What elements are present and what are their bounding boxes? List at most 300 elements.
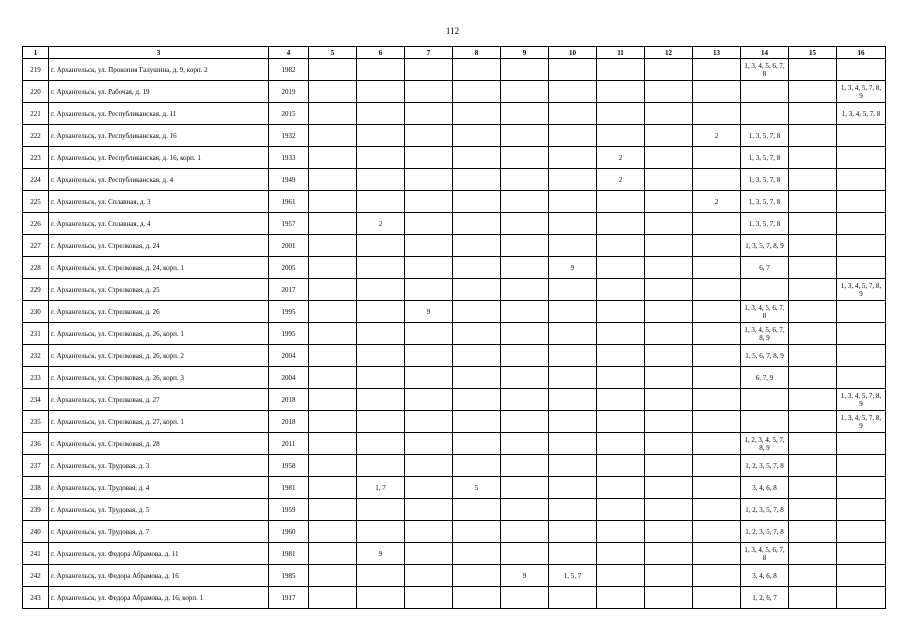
value-cell <box>453 521 501 543</box>
address-cell: г. Архангельск, ул. Федора Абрамова, д. 11 <box>49 543 269 565</box>
address-cell: г. Архангельск, ул. Стрелковая, д. 26, корп. 2 <box>49 345 269 367</box>
year-cell: 2018 <box>269 411 309 433</box>
row-number-cell: 236 <box>23 433 49 455</box>
value-cell <box>645 169 693 191</box>
value-cell <box>597 455 645 477</box>
value-cell <box>357 279 405 301</box>
value-cell <box>405 125 453 147</box>
value-cell <box>645 323 693 345</box>
value-cell <box>645 565 693 587</box>
value-cell <box>789 345 837 367</box>
value-cell <box>453 543 501 565</box>
value-cell <box>837 433 886 455</box>
value-cell <box>405 103 453 125</box>
value-cell <box>645 411 693 433</box>
value-cell <box>357 235 405 257</box>
value-cell <box>693 235 741 257</box>
value-cell <box>405 323 453 345</box>
table-row <box>23 367 886 389</box>
value-cell <box>837 235 886 257</box>
page-number: 112 <box>445 26 460 36</box>
address-cell: г. Архангельск, ул. Прокопия Галушина, д. 9, корп. 2 <box>49 59 269 81</box>
value-cell <box>597 213 645 235</box>
address-cell: г. Архангельск, ул. Стрелковая, д. 28 <box>49 433 269 455</box>
value-cell <box>789 147 837 169</box>
value-cell <box>837 147 886 169</box>
year-cell: 1917 <box>269 587 309 609</box>
address-cell: г. Архангельск, ул. Трудовая, д. 4 <box>49 477 269 499</box>
value-cell: 2 <box>357 213 405 235</box>
value-cell: 1, 5, 7 <box>549 565 597 587</box>
value-cell <box>837 521 886 543</box>
value-cell <box>501 455 549 477</box>
value-cell: 2 <box>693 191 741 213</box>
value-cell <box>549 389 597 411</box>
year-cell: 1958 <box>269 455 309 477</box>
value-cell: 1, 3, 4, 5, 7, 8, 9 <box>837 279 886 301</box>
value-cell <box>549 499 597 521</box>
value-cell <box>357 301 405 323</box>
value-cell <box>789 169 837 191</box>
address-cell: г. Архангельск, ул. Стрелковая, д. 25 <box>49 279 269 301</box>
table-row <box>23 499 886 521</box>
value-cell <box>405 455 453 477</box>
value-cell <box>501 125 549 147</box>
value-cell: 9 <box>549 257 597 279</box>
value-cell <box>357 59 405 81</box>
year-cell: 1932 <box>269 125 309 147</box>
value-cell <box>405 367 453 389</box>
value-cell <box>597 257 645 279</box>
value-cell <box>645 279 693 301</box>
value-cell <box>501 411 549 433</box>
address-cell: г. Архангельск, ул. Стрелковая, д. 26, корп. 1 <box>49 323 269 345</box>
value-cell <box>645 257 693 279</box>
row-number-cell: 242 <box>23 565 49 587</box>
value-cell <box>789 125 837 147</box>
value-cell <box>549 411 597 433</box>
housing-registry-table <box>22 46 886 609</box>
value-cell <box>693 169 741 191</box>
value-cell <box>837 191 886 213</box>
value-cell <box>549 213 597 235</box>
value-cell <box>789 81 837 103</box>
value-cell <box>357 433 405 455</box>
value-cell <box>645 235 693 257</box>
value-cell <box>357 81 405 103</box>
value-cell <box>405 59 453 81</box>
value-cell <box>549 477 597 499</box>
value-cell <box>309 81 357 103</box>
table-row <box>23 565 886 587</box>
value-cell <box>597 81 645 103</box>
value-cell: 1, 2, 3, 5, 7, 8 <box>741 499 789 521</box>
address-cell: г. Архангельск, ул. Республиканская, д. 16 <box>49 125 269 147</box>
year-cell: 1933 <box>269 147 309 169</box>
column-header: 4 <box>269 47 309 59</box>
value-cell <box>645 59 693 81</box>
value-cell <box>501 543 549 565</box>
year-cell: 2004 <box>269 345 309 367</box>
table-row <box>23 411 886 433</box>
column-header: 7 <box>405 47 453 59</box>
value-cell <box>645 433 693 455</box>
value-cell <box>309 565 357 587</box>
table-row <box>23 147 886 169</box>
value-cell <box>405 279 453 301</box>
value-cell <box>549 125 597 147</box>
value-cell <box>837 59 886 81</box>
value-cell: 1, 3, 5, 7, 8 <box>741 147 789 169</box>
value-cell <box>309 103 357 125</box>
value-cell <box>741 103 789 125</box>
value-cell <box>645 345 693 367</box>
table-header-row <box>23 47 886 59</box>
value-cell: 1, 7 <box>357 477 405 499</box>
address-cell: г. Архангельск, ул. Республиканская, д. 4 <box>49 169 269 191</box>
table-body <box>23 59 886 609</box>
value-cell <box>549 367 597 389</box>
row-number-cell: 234 <box>23 389 49 411</box>
value-cell <box>645 191 693 213</box>
address-cell: г. Архангельск, ул. Стрелковая, д. 27 <box>49 389 269 411</box>
address-cell: г. Архангельск, ул. Трудовая, д. 7 <box>49 521 269 543</box>
value-cell <box>549 587 597 609</box>
value-cell <box>597 499 645 521</box>
row-number-cell: 230 <box>23 301 49 323</box>
value-cell <box>789 389 837 411</box>
value-cell <box>549 455 597 477</box>
value-cell <box>789 191 837 213</box>
value-cell <box>549 59 597 81</box>
row-number-cell: 219 <box>23 59 49 81</box>
value-cell: 2 <box>597 169 645 191</box>
value-cell <box>357 257 405 279</box>
column-header: 9 <box>501 47 549 59</box>
value-cell: 1, 3, 4, 5, 6, 7, 8, 9 <box>741 323 789 345</box>
value-cell <box>309 279 357 301</box>
value-cell <box>597 565 645 587</box>
table-row <box>23 59 886 81</box>
value-cell <box>309 169 357 191</box>
value-cell <box>549 433 597 455</box>
value-cell: 1, 3, 5, 7, 8 <box>741 191 789 213</box>
value-cell <box>645 587 693 609</box>
value-cell <box>789 279 837 301</box>
value-cell <box>789 543 837 565</box>
value-cell <box>405 521 453 543</box>
value-cell: 1, 3, 4, 5, 6, 7, 8 <box>741 301 789 323</box>
value-cell <box>837 565 886 587</box>
value-cell <box>549 81 597 103</box>
value-cell: 1, 3, 4, 5, 7, 8, 9 <box>837 81 886 103</box>
value-cell: 1, 3, 4, 5, 6, 7, 8 <box>741 59 789 81</box>
row-number-cell: 237 <box>23 455 49 477</box>
row-number-cell: 227 <box>23 235 49 257</box>
table-row <box>23 235 886 257</box>
value-cell: 6, 7 <box>741 257 789 279</box>
column-header: 8 <box>453 47 501 59</box>
value-cell <box>405 565 453 587</box>
value-cell <box>501 433 549 455</box>
year-cell: 2018 <box>269 389 309 411</box>
row-number-cell: 221 <box>23 103 49 125</box>
table-row <box>23 433 886 455</box>
value-cell <box>357 169 405 191</box>
value-cell <box>549 147 597 169</box>
address-cell: г. Архангельск, ул. Сплавная, д. 4 <box>49 213 269 235</box>
table-row <box>23 279 886 301</box>
value-cell <box>597 235 645 257</box>
value-cell: 1, 3, 5, 7, 8 <box>741 169 789 191</box>
value-cell <box>645 477 693 499</box>
column-header: 15 <box>789 47 837 59</box>
value-cell <box>309 543 357 565</box>
row-number-cell: 240 <box>23 521 49 543</box>
value-cell <box>693 345 741 367</box>
address-cell: г. Архангельск, ул. Стрелковая, д. 26, корп. 3 <box>49 367 269 389</box>
value-cell <box>597 59 645 81</box>
row-number-cell: 226 <box>23 213 49 235</box>
address-cell: г. Архангельск, ул. Сплавная, д. 3 <box>49 191 269 213</box>
value-cell <box>453 455 501 477</box>
value-cell <box>693 213 741 235</box>
value-cell <box>789 477 837 499</box>
row-number-cell: 224 <box>23 169 49 191</box>
value-cell <box>789 213 837 235</box>
value-cell <box>789 323 837 345</box>
value-cell <box>837 345 886 367</box>
value-cell <box>693 301 741 323</box>
row-number-cell: 235 <box>23 411 49 433</box>
value-cell <box>453 433 501 455</box>
column-header: 6 <box>357 47 405 59</box>
value-cell <box>309 499 357 521</box>
value-cell <box>741 411 789 433</box>
value-cell <box>405 477 453 499</box>
value-cell <box>645 499 693 521</box>
value-cell <box>453 565 501 587</box>
value-cell <box>597 367 645 389</box>
value-cell <box>501 169 549 191</box>
value-cell <box>837 257 886 279</box>
value-cell <box>405 235 453 257</box>
value-cell <box>789 499 837 521</box>
value-cell <box>501 587 549 609</box>
year-cell: 1949 <box>269 169 309 191</box>
year-cell: 1982 <box>269 59 309 81</box>
value-cell <box>645 147 693 169</box>
value-cell <box>501 235 549 257</box>
table-row <box>23 587 886 609</box>
table-row <box>23 103 886 125</box>
value-cell <box>357 103 405 125</box>
value-cell <box>693 411 741 433</box>
year-cell: 1995 <box>269 301 309 323</box>
row-number-cell: 231 <box>23 323 49 345</box>
value-cell <box>453 323 501 345</box>
value-cell <box>309 587 357 609</box>
value-cell <box>357 587 405 609</box>
year-cell: 1959 <box>269 499 309 521</box>
value-cell <box>405 213 453 235</box>
value-cell <box>453 345 501 367</box>
value-cell <box>405 587 453 609</box>
table-row <box>23 257 886 279</box>
year-cell: 2017 <box>269 279 309 301</box>
value-cell <box>693 477 741 499</box>
row-number-cell: 223 <box>23 147 49 169</box>
year-cell: 1961 <box>269 191 309 213</box>
value-cell <box>693 543 741 565</box>
value-cell <box>645 367 693 389</box>
value-cell <box>309 191 357 213</box>
value-cell: 2 <box>693 125 741 147</box>
value-cell: 1, 2, 3, 4, 5, 7, 8, 9 <box>741 433 789 455</box>
value-cell <box>549 191 597 213</box>
value-cell <box>453 389 501 411</box>
value-cell <box>645 103 693 125</box>
value-cell <box>309 345 357 367</box>
value-cell <box>597 191 645 213</box>
table-row <box>23 345 886 367</box>
value-cell <box>645 543 693 565</box>
value-cell <box>453 59 501 81</box>
value-cell <box>837 455 886 477</box>
row-number-cell: 233 <box>23 367 49 389</box>
value-cell <box>837 587 886 609</box>
value-cell <box>309 367 357 389</box>
value-cell <box>597 389 645 411</box>
value-cell <box>309 301 357 323</box>
value-cell <box>501 59 549 81</box>
value-cell <box>405 389 453 411</box>
row-number-cell: 222 <box>23 125 49 147</box>
address-cell: г. Архангельск, ул. Республиканская, д. 16, корп. 1 <box>49 147 269 169</box>
value-cell <box>357 389 405 411</box>
address-cell: г. Архангельск, ул. Федора Абрамова, д. 16, корп. 1 <box>49 587 269 609</box>
table-row <box>23 323 886 345</box>
value-cell: 9 <box>405 301 453 323</box>
value-cell: 1, 3, 4, 5, 7, 8, 9 <box>837 389 886 411</box>
value-cell <box>597 411 645 433</box>
value-cell <box>501 323 549 345</box>
table-row <box>23 301 886 323</box>
row-number-cell: 238 <box>23 477 49 499</box>
value-cell <box>597 345 645 367</box>
value-cell <box>693 389 741 411</box>
value-cell <box>357 521 405 543</box>
table-row <box>23 455 886 477</box>
table-row <box>23 521 886 543</box>
address-cell: г. Архангельск, ул. Стрелковая, д. 27, корп. 1 <box>49 411 269 433</box>
value-cell <box>597 587 645 609</box>
column-header: 3 <box>49 47 269 59</box>
table-row <box>23 477 886 499</box>
value-cell: 1, 3, 5, 7, 8 <box>741 213 789 235</box>
value-cell <box>453 587 501 609</box>
value-cell <box>501 499 549 521</box>
year-cell: 2019 <box>269 81 309 103</box>
value-cell <box>405 543 453 565</box>
value-cell <box>405 169 453 191</box>
value-cell <box>357 367 405 389</box>
value-cell <box>597 521 645 543</box>
value-cell: 2 <box>597 147 645 169</box>
value-cell <box>837 169 886 191</box>
address-cell: г. Архангельск, ул. Стрелковая, д. 24, корп. 1 <box>49 257 269 279</box>
table-row <box>23 169 886 191</box>
value-cell <box>693 587 741 609</box>
value-cell <box>453 191 501 213</box>
value-cell <box>501 81 549 103</box>
value-cell: 1, 3, 4, 5, 7, 8 <box>837 103 886 125</box>
value-cell <box>309 521 357 543</box>
year-cell: 2004 <box>269 367 309 389</box>
value-cell <box>453 367 501 389</box>
value-cell <box>789 565 837 587</box>
value-cell <box>357 345 405 367</box>
value-cell <box>309 411 357 433</box>
year-cell: 1981 <box>269 543 309 565</box>
row-number-cell: 241 <box>23 543 49 565</box>
value-cell <box>453 499 501 521</box>
value-cell: 9 <box>357 543 405 565</box>
value-cell <box>405 499 453 521</box>
value-cell <box>789 587 837 609</box>
value-cell: 1, 3, 5, 7, 8 <box>741 125 789 147</box>
row-number-cell: 232 <box>23 345 49 367</box>
value-cell <box>309 125 357 147</box>
value-cell <box>837 367 886 389</box>
value-cell <box>645 521 693 543</box>
value-cell <box>453 257 501 279</box>
row-number-cell: 243 <box>23 587 49 609</box>
row-number-cell: 239 <box>23 499 49 521</box>
value-cell: 1, 2, 3, 5, 7, 8 <box>741 521 789 543</box>
value-cell <box>501 191 549 213</box>
value-cell <box>501 103 549 125</box>
value-cell <box>549 279 597 301</box>
address-cell: г. Архангельск, ул. Трудовая, д. 3 <box>49 455 269 477</box>
value-cell <box>741 389 789 411</box>
value-cell <box>693 279 741 301</box>
value-cell <box>405 81 453 103</box>
year-cell: 2011 <box>269 433 309 455</box>
value-cell <box>693 323 741 345</box>
year-cell: 1960 <box>269 521 309 543</box>
value-cell <box>597 433 645 455</box>
row-number-cell: 229 <box>23 279 49 301</box>
value-cell <box>693 565 741 587</box>
value-cell <box>645 213 693 235</box>
table-row <box>23 389 886 411</box>
value-cell <box>693 147 741 169</box>
value-cell <box>789 257 837 279</box>
value-cell <box>789 455 837 477</box>
value-cell <box>453 169 501 191</box>
value-cell <box>501 367 549 389</box>
value-cell <box>789 433 837 455</box>
value-cell <box>645 301 693 323</box>
value-cell <box>357 411 405 433</box>
row-number-cell: 228 <box>23 257 49 279</box>
value-cell <box>789 301 837 323</box>
value-cell <box>837 499 886 521</box>
column-header: 13 <box>693 47 741 59</box>
value-cell <box>357 323 405 345</box>
value-cell <box>501 257 549 279</box>
